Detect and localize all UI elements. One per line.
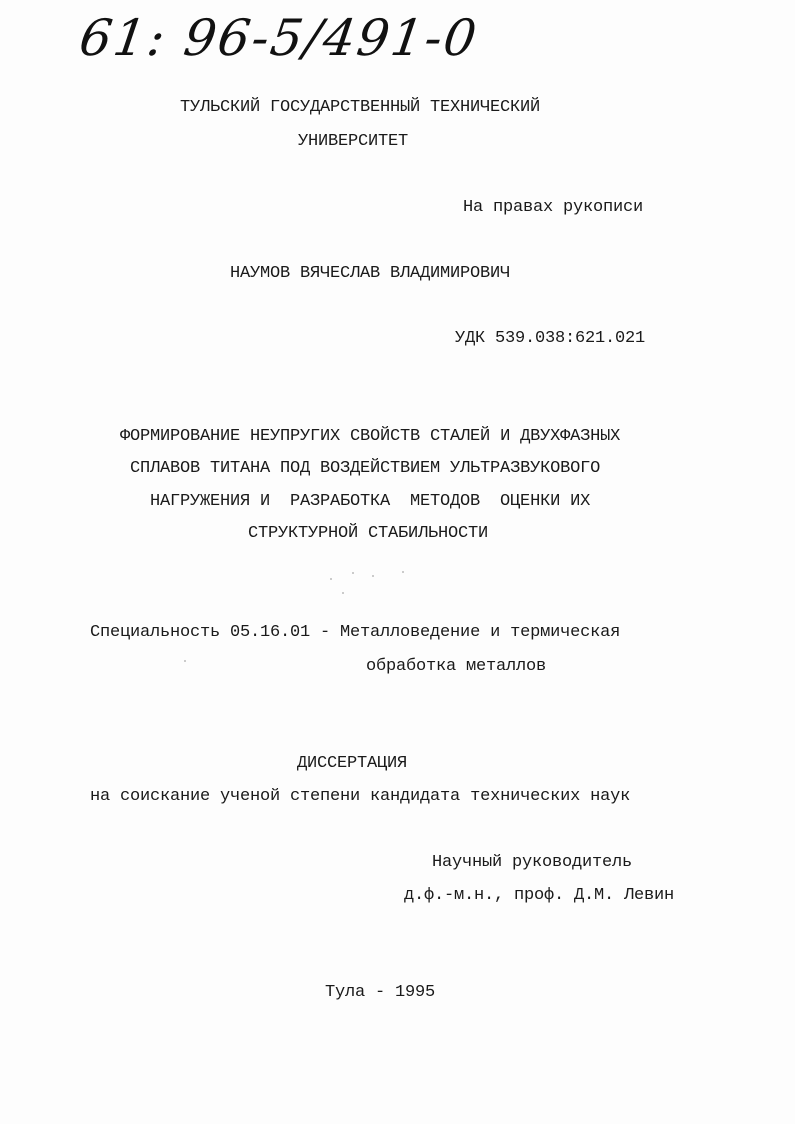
- supervisor-name: д.ф.-м.н., проф. Д.М. Левин: [404, 886, 675, 905]
- thesis-title-line1: ФОРМИРОВАНИЕ НЕУПРУГИХ СВОЙСТВ СТАЛЕЙ И ДВУХФАЗНЫХ: [120, 427, 621, 446]
- scan-speck: [402, 571, 404, 573]
- specialty-line1: Специальность 05.16.01 - Металловедение и термическая: [90, 623, 621, 642]
- author-name: НАУМОВ ВЯЧЕСЛАВ ВЛАДИМИРОВИЧ: [230, 264, 511, 283]
- udc-code: УДК 539.038:621.021: [455, 329, 646, 348]
- specialty-line2: обработка металлов: [366, 657, 547, 676]
- handwritten-inventory-number: 61: 96-5/491-0: [75, 9, 482, 67]
- scan-speck: [342, 592, 344, 594]
- scan-speck: [330, 578, 332, 580]
- manuscript-rights-note: На правах рукописи: [463, 198, 644, 217]
- thesis-title-line4: СТРУКТУРНОЙ СТАБИЛЬНОСТИ: [248, 524, 489, 543]
- supervisor-label: Научный руководитель: [432, 853, 633, 872]
- university-name-line1: ТУЛЬСКИЙ ГОСУДАРСТВЕННЫЙ ТЕХНИЧЕСКИЙ: [180, 98, 541, 117]
- dissertation-label: ДИССЕРТАЦИЯ: [297, 754, 408, 773]
- place-and-year: Тула - 1995: [325, 983, 436, 1002]
- university-name-line2: УНИВЕРСИТЕТ: [298, 132, 409, 151]
- scan-speck: [352, 572, 354, 574]
- scan-speck: [372, 575, 374, 577]
- thesis-title-line3: НАГРУЖЕНИЯ И РАЗРАБОТКА МЕТОДОВ ОЦЕНКИ ИХ: [150, 492, 591, 511]
- thesis-title-line2: СПЛАВОВ ТИТАНА ПОД ВОЗДЕЙСТВИЕМ УЛЬТРАЗВУКОВОГО: [130, 459, 601, 478]
- degree-statement: на соискание ученой степени кандидата технических наук: [90, 787, 631, 806]
- scan-speck: [184, 660, 186, 662]
